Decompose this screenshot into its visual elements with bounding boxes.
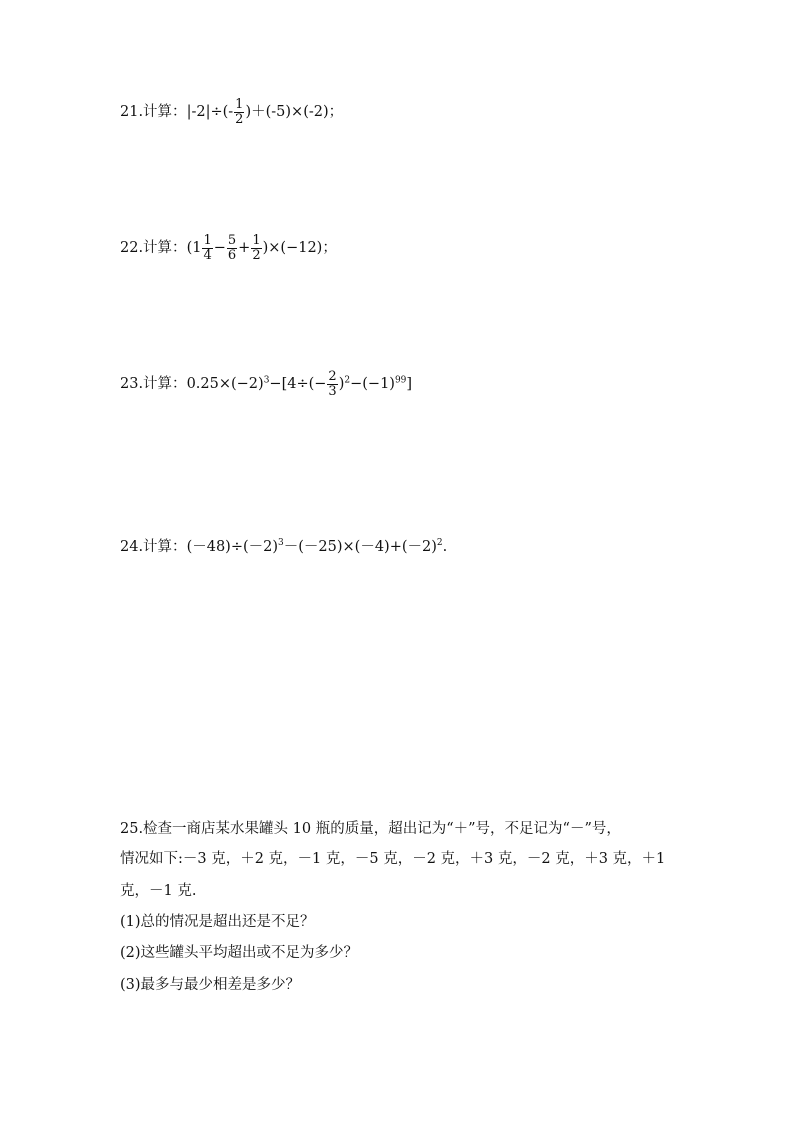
problem-22-rest: )×(−12)； (262, 240, 337, 257)
problem-21-expr-a: |-2|÷( (186, 104, 229, 121)
problem-23-expr-e: ] (406, 376, 413, 393)
fraction-denominator: 3 (328, 383, 337, 399)
exponent: 99 (394, 375, 407, 386)
exponent: 2 (344, 375, 351, 386)
fraction-numerator: 5 (227, 233, 237, 248)
problem-22-label: 22.计算： (120, 240, 187, 257)
problem-21-frac-sign: - (228, 104, 234, 121)
fraction-denominator: 2 (235, 111, 244, 127)
plus-sign: + (238, 240, 251, 257)
problem-25-question-2: (2)这些罐头平均超出或不足为多少？ (120, 945, 359, 961)
problem-25-line-3: 克，－1 克. (120, 883, 197, 899)
fraction-denominator: 4 (203, 247, 212, 263)
exponent: 3 (263, 375, 270, 386)
fraction-numerator: 2 (328, 369, 337, 384)
problem-21 (120, 98, 343, 126)
problem-23-expr-b: −[4÷(− (269, 376, 327, 393)
problem-25-line-2: 情况如下:－3 克，＋2 克，－1 克，－5 克，－2 克，＋3 克，－2 克，＋3 克，＋1 (120, 851, 666, 867)
problem-23 (120, 370, 412, 398)
problem-25-question-3: (3)最多与最少相差是多少？ (120, 977, 301, 993)
exponent: 2 (436, 538, 443, 549)
fraction-one-half (251, 234, 261, 262)
problem-21-label: 21.计算： (120, 104, 187, 121)
problem-25-question-1: (1)总的情况是超出还是不足？ (120, 914, 315, 930)
fraction-denominator: 6 (227, 247, 237, 263)
problem-23-expr-d: −(−1) (350, 376, 395, 393)
problem-23-label: 23.计算： (120, 376, 187, 393)
problem-21-expr-b: )＋(-5)×(-2)； (245, 104, 344, 121)
problem-25-line-1: 25.检查一商店某水果罐头 10 瓶的质量，超出记为“＋”号，不足记为“－”号， (120, 821, 621, 837)
fraction-two-thirds (327, 370, 337, 398)
problem-23-expr-c: ) (338, 376, 345, 393)
problem-23-expr-a: 0.25×(−2) (186, 376, 264, 393)
problem-22 (120, 234, 337, 262)
fraction-numerator: 1 (203, 233, 212, 248)
fraction-numerator: 1 (235, 97, 244, 112)
problem-24-expr-b: －(－25)×(－4)+(－2) (283, 539, 437, 555)
fraction-one-quarter (202, 234, 212, 262)
problem-24-expr-a: (－48)÷(－2) (186, 539, 279, 555)
exponent: 3 (278, 538, 284, 549)
problem-24 (120, 540, 447, 555)
fraction-denominator: 2 (252, 247, 261, 263)
problem-24-expr-c: . (442, 539, 448, 555)
problem-22-open: (1 (186, 240, 202, 257)
fraction-five-sixths (227, 234, 237, 262)
fraction-numerator: 1 (252, 233, 261, 248)
problem-24-label: 24.计算： (120, 539, 187, 555)
fraction-one-half (234, 98, 244, 126)
minus-sign: − (213, 240, 226, 257)
